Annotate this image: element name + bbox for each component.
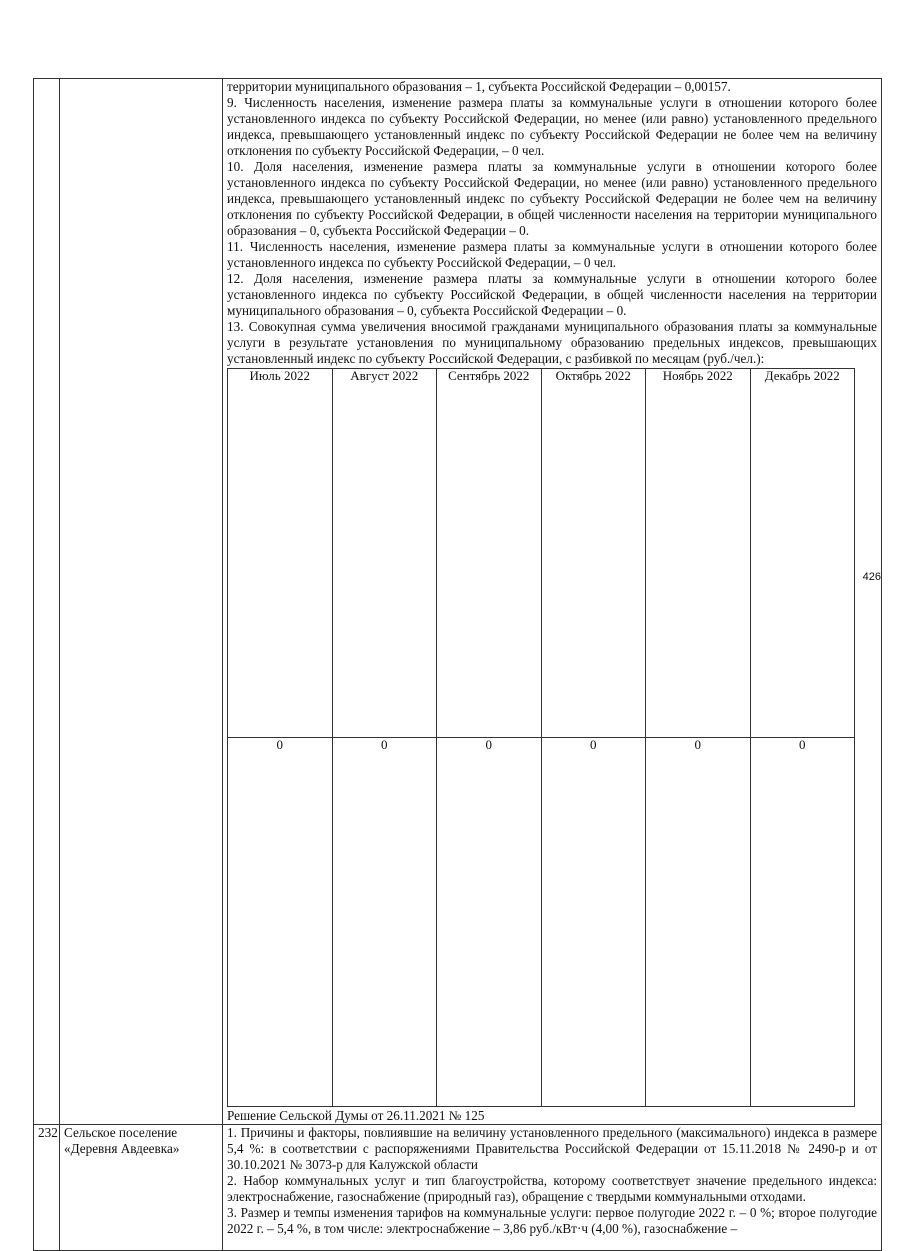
paragraph: 1. Причины и факторы, повлиявшие на величину установленного предельного (максимального) индекса в размере 5,4 %: в соответствии с распоряжениями Правительства Российской Федерации от 15.11.2018 № 2490-р и от 30.10.2021 № 3073-р для Калужской области (227, 1125, 877, 1172)
paragraph: 2. Набор коммунальных услуг и тип благоустройства, которому соответствует значение предельного индекса: электроснабжение, газоснабжение (природный газ), обращение с твердыми коммунальными отходами. (227, 1173, 877, 1204)
month-header: Октябрь 2022 (541, 369, 646, 738)
paragraph: 13. Совокупная сумма увеличения вносимой гражданами муниципального образования платы за коммунальные услуги в результате установления по муниципальному образованию предельных индексов, превышающих установленный индекс по субъекту Российской Федерации, с разбивкой по месяцам (руб./чел.): (227, 319, 877, 366)
monthly-table (227, 368, 855, 1107)
table-row (34, 79, 882, 1125)
months-value-row (228, 738, 855, 1107)
month-header: Август 2022 (332, 369, 437, 738)
months-header-row (228, 369, 855, 738)
month-value: 0 (332, 738, 437, 1107)
row-number (34, 79, 60, 1125)
page-number: 426 (862, 571, 881, 583)
month-value: 0 (541, 738, 646, 1107)
month-header: Сентябрь 2022 (437, 369, 542, 738)
month-value: 0 (437, 738, 542, 1107)
month-value: 0 (750, 738, 855, 1107)
municipality-name (60, 79, 223, 1125)
decision-reference: Решение Сельской Думы от 26.11.2021 № 125 (227, 1108, 485, 1123)
row-content (223, 79, 882, 1125)
row-number: 232 (34, 1125, 60, 1251)
paragraph: 11. Численность населения, изменение размера платы за коммунальные услуги в отношении которого более установленного индекса по субъекту Российской Федерации, – 0 чел. (227, 239, 877, 270)
month-value: 0 (228, 738, 333, 1107)
month-header: Ноябрь 2022 (646, 369, 751, 738)
paragraph: 10. Доля населения, изменение размера платы за коммунальные услуги в отношении которого более установленного индекса по субъекту Российской Федерации, но менее (или равно) установленного предельного индекса, превышающего установленный индекс по субъекту Российской Федерации не более чем на величину отклонения по субъекту Российской Федерации, в общей численности населения на территории муниципального образования – 0, субъекта Российской Федерации – 0. (227, 159, 877, 238)
paragraph: 12. Доля населения, изменение размера платы за коммунальные услуги в отношении которого более установленного индекса по субъекту Российской Федерации, в общей численности населения на территории муниципального образования – 0, субъекта Российской Федерации – 0. (227, 271, 877, 318)
data-table (33, 78, 882, 1251)
paragraph: 9. Численность населения, изменение размера платы за коммунальные услуги в отношении которого более установленного индекса по субъекту Российской Федерации, но менее (или равно) установленного предельного индекса, превышающего установленный индекс по субъекту Российской Федерации не более чем на величину отклонения по субъекту Российской Федерации, – 0 чел. (227, 95, 877, 158)
row-content (223, 1125, 882, 1251)
paragraph: территории муниципального образования – 1, субъекта Российской Федерации – 0,00157. (227, 79, 731, 94)
table-row (34, 1125, 882, 1251)
month-header: Декабрь 2022 (750, 369, 855, 738)
month-header: Июль 2022 (228, 369, 333, 738)
month-value: 0 (646, 738, 751, 1107)
paragraph: 3. Размер и темпы изменения тарифов на коммунальные услуги: первое полугодие 2022 г. – 0 %; второе полугодие 2022 г. – 5,4 %, в том числе: электроснабжение – 3,86 руб./кВт·ч (4,00 %), газоснабжение – (227, 1205, 877, 1236)
municipality-name: Сельское поселение «Деревня Авдеевка» (60, 1125, 223, 1251)
